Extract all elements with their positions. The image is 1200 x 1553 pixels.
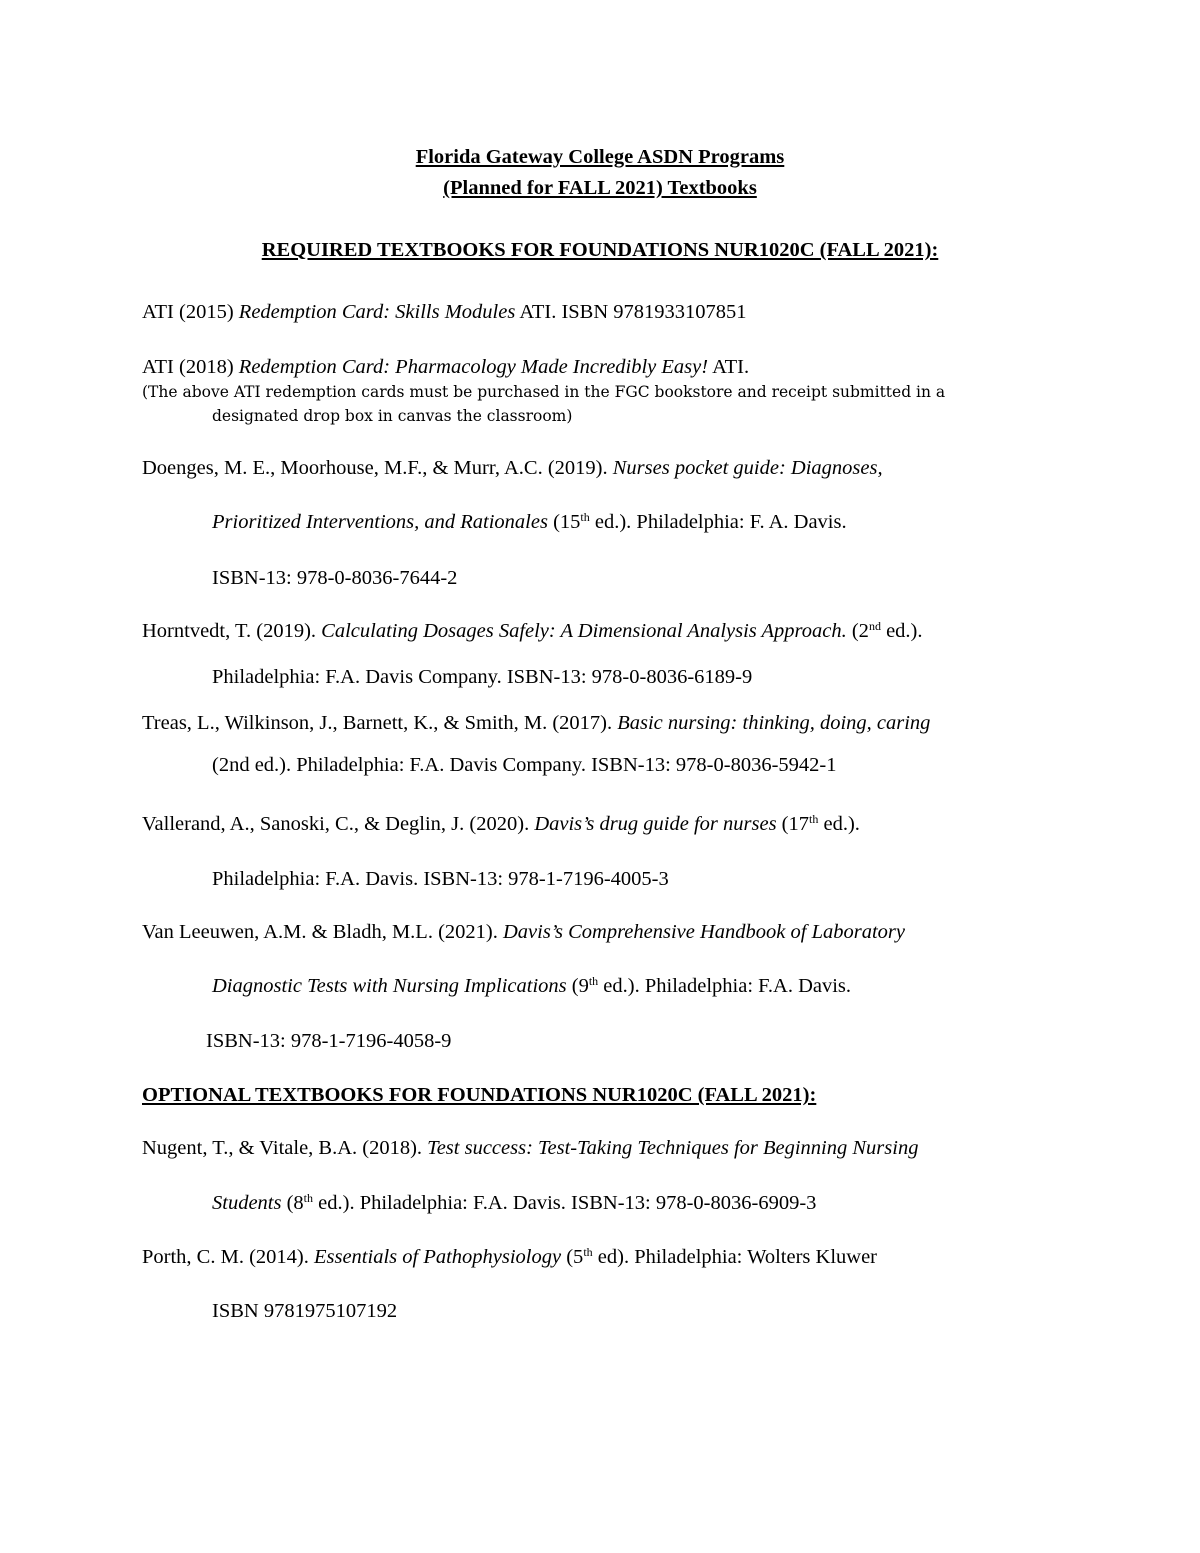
doenges-entry-line2: Prioritized Interventions, and Rationales (15th ed.). Philadelphia: F. A. Davis.	[212, 510, 847, 533]
ati-note-line2: designated drop box in canvas the classroom)	[212, 407, 573, 425]
porth-entry-line1: Porth, C. M. (2014). Essentials of Pathophysiology (5th ed). Philadelphia: Wolters Kluwer	[142, 1245, 877, 1268]
vanleeuwen-isbn: ISBN-13: 978-1-7196-4058-9	[206, 1030, 452, 1052]
ati-skills-entry: ATI (2015) Redemption Card: Skills Modules ATI. ISBN 9781933107851	[142, 301, 747, 323]
vanleeuwen-entry-line1: Van Leeuwen, A.M. & Bladh, M.L. (2021). Davis’s Comprehensive Handbook of Laboratory	[142, 921, 905, 943]
doenges-isbn: ISBN-13: 978-0-8036-7644-2	[212, 567, 458, 589]
horntvedt-entry-line1: Horntvedt, T. (2019). Calculating Dosages Safely: A Dimensional Analysis Approach. (2nd ed.).	[142, 619, 923, 642]
doenges-entry-line1: Doenges, M. E., Moorhouse, M.F., & Murr, A.C. (2019). Nurses pocket guide: Diagnoses,	[142, 457, 883, 479]
vallerand-entry-line1: Vallerand, A., Sanoski, C., & Deglin, J. (2020). Davis’s drug guide for nurses (17th ed.).	[142, 812, 860, 835]
ati-note-line1: (The above ATI redemption cards must be purchased in the FGC bookstore and receipt submitted in a	[142, 383, 946, 401]
horntvedt-entry-line2: Philadelphia: F.A. Davis Company. ISBN-13: 978-0-8036-6189-9	[212, 666, 753, 688]
treas-entry-line2: (2nd ed.). Philadelphia: F.A. Davis Company. ISBN-13: 978-0-8036-5942-1	[212, 754, 837, 776]
document-subtitle: (Planned for FALL 2021) Textbooks	[443, 177, 757, 199]
vallerand-entry-line2: Philadelphia: F.A. Davis. ISBN-13: 978-1-7196-4005-3	[212, 868, 669, 890]
porth-isbn: ISBN 9781975107192	[212, 1300, 398, 1322]
nugent-entry-line1: Nugent, T., & Vitale, B.A. (2018). Test success: Test-Taking Techniques for Beginning Nursing	[142, 1137, 919, 1159]
vanleeuwen-entry-line2: Diagnostic Tests with Nursing Implications (9th ed.). Philadelphia: F.A. Davis.	[212, 974, 852, 997]
optional-heading: OPTIONAL TEXTBOOKS FOR FOUNDATIONS NUR1020C (FALL 2021):	[142, 1084, 817, 1106]
document-title: Florida Gateway College ASDN Programs	[415, 146, 785, 168]
nugent-entry-line2: Students (8th ed.). Philadelphia: F.A. Davis. ISBN-13: 978-0-8036-6909-3	[212, 1191, 817, 1214]
required-heading: REQUIRED TEXTBOOKS FOR FOUNDATIONS NUR1020C (FALL 2021):	[261, 239, 939, 261]
treas-entry-line1: Treas, L., Wilkinson, J., Barnett, K., & Smith, M. (2017). Basic nursing: thinking, doing, caring	[142, 712, 931, 734]
ati-pharmacology-entry: ATI (2018) Redemption Card: Pharmacology Made Incredibly Easy! ATI.	[142, 356, 750, 378]
